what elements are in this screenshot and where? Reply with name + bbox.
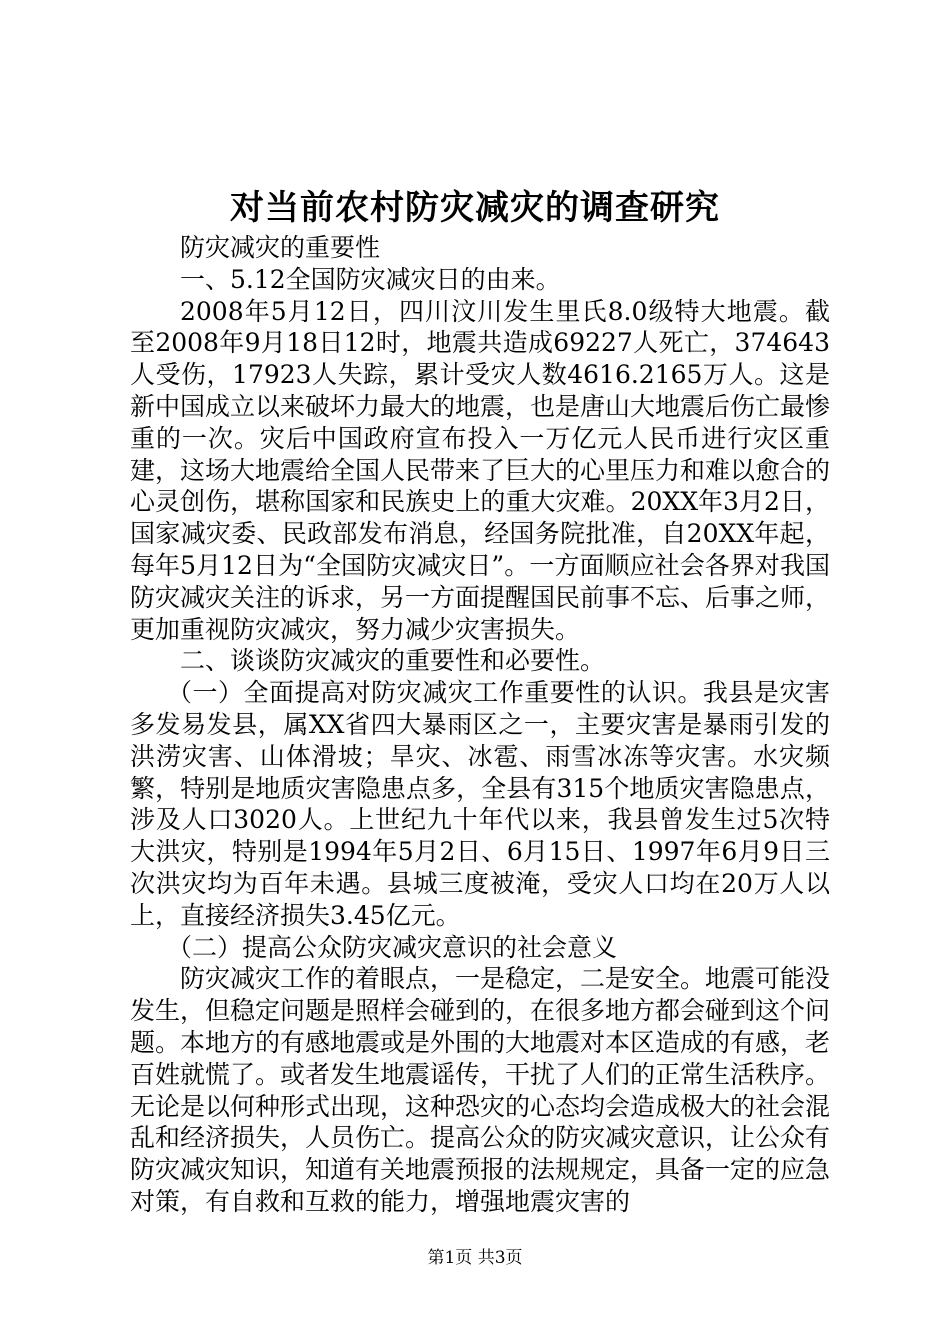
section-heading-necessity: 二、谈谈防灾减灾的重要性和必要性。 — [180, 646, 606, 676]
document-body — [130, 232, 830, 1218]
paragraph-wenchuan-earthquake: 2008年5月12日，四川汶川发生里氏8.0级特大地震。截至2008年9月18日12时，地震共造成69227人死亡，374643人受伤，17923人失踪，累计受灾人数4616.2165万人。这是新中国成立以来破坏力最大的地震，也是唐山大地震后伤亡最惨重的一次。灾后中国政府宣布投入一万亿元人民币进行灾区重建，这场大地震给全国人民带来了巨大的心里压力和难以愈合的心灵创伤，堪称国家和民族史上的重大灾难。20XX年3月2日，国家减灾委、民政部发布消息，经国务院批准，自20XX年起，每年5月12日为“全国防灾减灾日”。一方面顺应社会各界对我国防灾减灾关注的诉求，另一方面提醒国民前事不忘、后事之师，更加重视防灾减灾，努力减少灾害损失。 — [130, 296, 831, 644]
subsection-heading-public-awareness: （二）提高公众防灾减灾意识的社会意义 — [167, 932, 618, 962]
section-heading-origin: 一、5.12全国防灾减灾日的由来。 — [180, 264, 561, 294]
document-title: 对当前农村防灾减灾的调查研究 — [230, 188, 720, 228]
section-heading-importance: 防灾减灾的重要性 — [180, 233, 381, 262]
page-footer: 第1页 共3页 — [427, 1248, 523, 1268]
paragraph-county-disasters: （一）全面提高对防灾减灾工作重要性的认识。我县是灾害多发易发县，属XX省四大暴雨区之一，主要灾害是暴雨引发的洪涝灾害、山体滑坡；旱灾、冰雹、雨雪冰冻等灾害。水灾频繁，特别是地质灾害隐患点多，全县有315个地质灾害隐患点，涉及人口3020人。上世纪九十年代以来，我县曾发生过5次特大洪灾，特别是1994年5月2日、6月15日、1997年6月9日三次洪灾均为百年未遇。县城三度被淹，受灾人口均在20万人以上，直接经济损失3.45亿元。 — [130, 678, 830, 930]
paragraph-stability-safety: 防灾减灾工作的着眼点，一是稳定，二是安全。地震可能没发生，但稳定问题是照样会碰到的，在很多地方都会碰到这个问题。本地方的有感地震或是外围的大地震对本区造成的有感，老百姓就慌了。或者发生地震谣传，干扰了人们的正常生活秩序。无论是以何种形式出现，这种恐灾的心态均会造成极大的社会混乱和经济损失，人员伤亡。提高公众的防灾减灾意识，让公众有防灾减灾知识，知道有关地震预报的法规规定，具备一定的应急对策，有自救和互救的能力，增强地震灾害的 — [130, 964, 831, 1216]
